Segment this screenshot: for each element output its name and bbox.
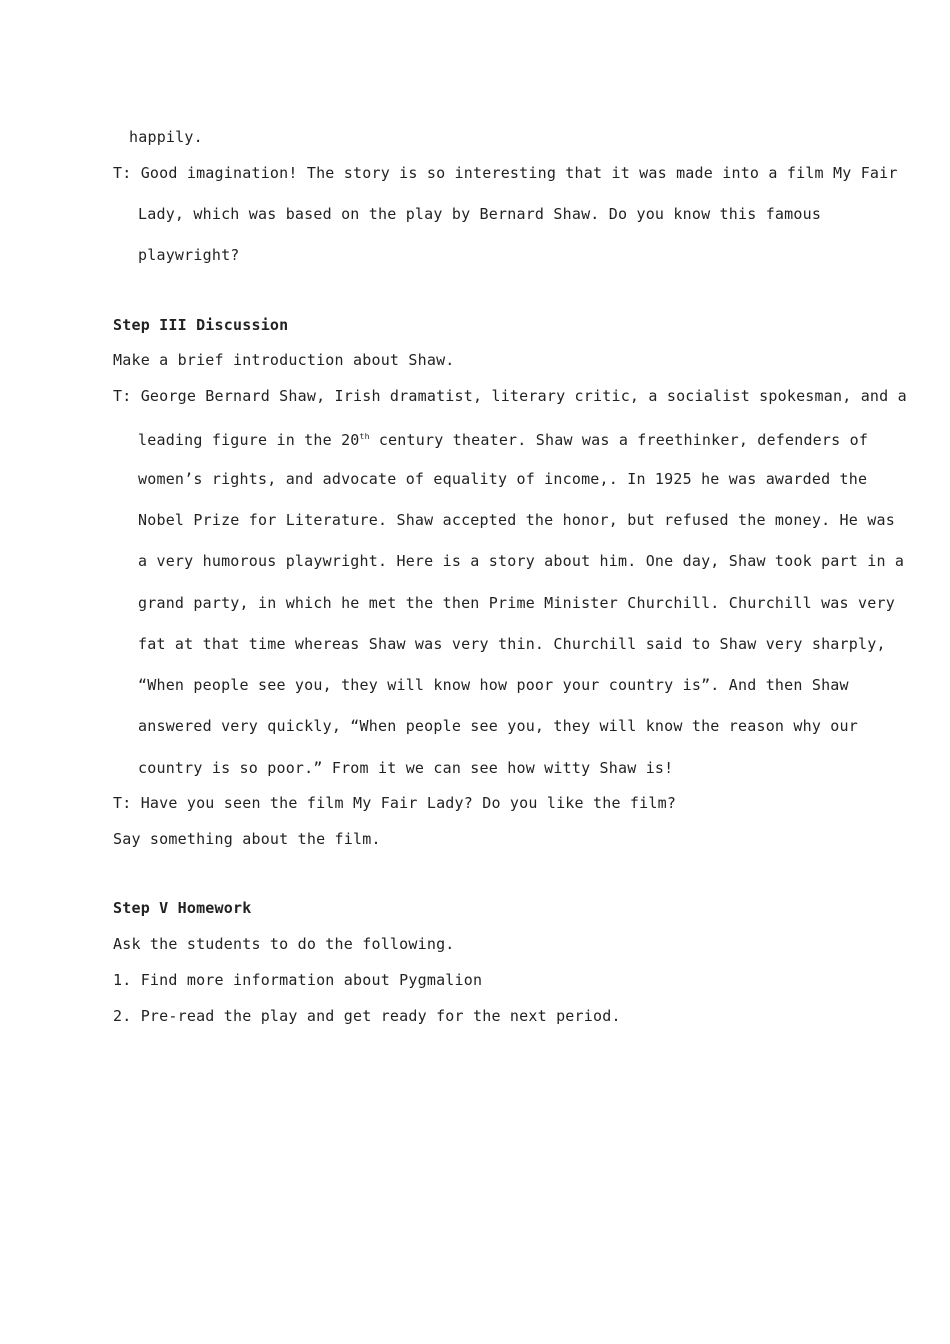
step3-heading: Step III Discussion (113, 316, 289, 334)
step3-instruction: Make a brief introduction about Shaw. (113, 351, 455, 369)
teacher-comment-line-2: Lady, which was based on the play by Bernard Shaw. Do you know this famous (138, 205, 822, 223)
teacher-comment-line-1: T: Good imagination! The story is so interesting that it was made into a film My Fair (113, 164, 898, 182)
film-question: T: Have you seen the film My Fair Lady? Do you like the film? (113, 794, 677, 812)
step5-instruction: Ask the students to do the following. (113, 935, 455, 953)
shaw-intro-line-10: country is so poor.” From it we can see how witty Shaw is! (138, 759, 674, 777)
homework-item-1: 1. Find more information about Pygmalion (113, 971, 483, 989)
ordinal-superscript: th (359, 432, 370, 441)
shaw-intro-line-6: grand party, in which he met the then Prime Minister Churchill. Churchill was very (138, 594, 895, 612)
film-prompt: Say something about the film. (113, 830, 381, 848)
shaw-intro-line-3: women’s rights, and advocate of equality of income,. In 1925 he was awarded the (138, 470, 868, 488)
shaw-intro-line-5: a very humorous playwright. Here is a story about him. One day, Shaw took part in a (138, 552, 905, 570)
step5-heading: Step V Homework (113, 899, 252, 917)
shaw-intro-line-4: Nobel Prize for Literature. Shaw accepted the honor, but refused the money. He was (138, 511, 895, 529)
homework-item-2: 2. Pre-read the play and get ready for the next period. (113, 1007, 621, 1025)
shaw-intro-line-8: “When people see you, they will know how poor your country is”. And then Shaw (138, 676, 849, 694)
shaw-intro-line-9: answered very quickly, “When people see you, they will know the reason why our (138, 717, 858, 735)
shaw-intro-line-1: T: George Bernard Shaw, Irish dramatist, literary critic, a socialist spokesman, and a (113, 387, 907, 405)
intro-tail: happily. (129, 128, 203, 146)
shaw-intro-line-2 (138, 427, 868, 450)
teacher-comment-line-3: playwright? (138, 246, 240, 264)
shaw-intro-line-2-start: leading figure in the 20 (138, 431, 360, 449)
shaw-intro-line-2-end: century theater. Shaw was a freethinker, defenders of (369, 431, 869, 449)
shaw-intro-line-7: fat at that time whereas Shaw was very thin. Churchill said to Shaw very sharply, (138, 635, 886, 653)
